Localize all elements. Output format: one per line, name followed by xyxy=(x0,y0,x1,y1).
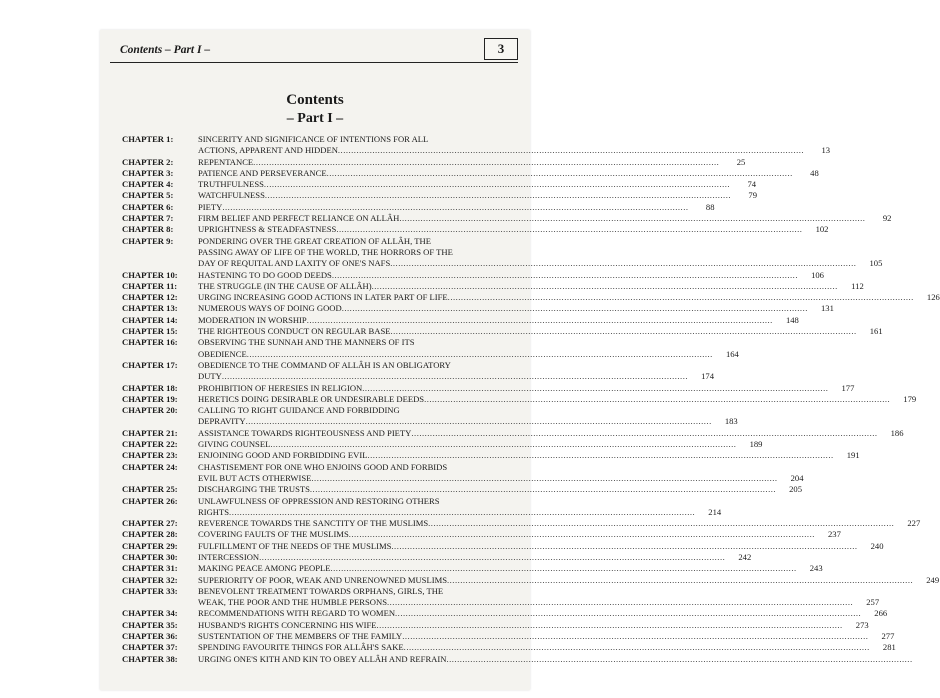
chapter-label: CHAPTER 12: xyxy=(122,292,178,303)
leader-dots xyxy=(259,552,725,563)
toc-entry xyxy=(122,179,757,190)
chapter-title-block xyxy=(198,157,745,168)
chapter-label: CHAPTER 36: xyxy=(122,631,178,642)
chapter-title-text: WATCHFULNESS xyxy=(198,190,265,201)
chapter-title-block xyxy=(198,484,802,495)
chapter-label: CHAPTER 21: xyxy=(122,427,178,438)
chapter-title-text: NUMEROUS WAYS OF DOING GOOD xyxy=(198,303,342,314)
leader-dots xyxy=(310,484,776,495)
chapter-title-text: PONDERING OVER THE GREAT CREATION OF ALLÂH, THE xyxy=(198,235,431,246)
chapter-page-number: 79 xyxy=(748,190,757,201)
leader-dots xyxy=(327,168,793,179)
toc-entry xyxy=(122,540,884,552)
chapter-title-text: FULFILLMENT OF THE NEEDS OF THE MUSLIMS xyxy=(198,540,392,551)
chapter-label: CHAPTER 38: xyxy=(122,653,178,664)
leader-dots xyxy=(349,529,815,540)
toc-entry xyxy=(122,563,823,574)
toc-entry xyxy=(122,619,869,631)
chapter-title-block xyxy=(198,224,828,235)
chapter-page-number: 177 xyxy=(841,382,855,393)
chapter-label: CHAPTER 18: xyxy=(122,382,178,393)
toc-entry xyxy=(122,337,739,360)
chapter-page-number: 183 xyxy=(724,416,738,427)
chapter-title-text: HASTENING TO DO GOOD DEEDS xyxy=(198,269,332,280)
chapter-title-text: DAY OF REQUITAL AND LAXITY OF ONE'S NAFS xyxy=(198,258,391,269)
leader-dots xyxy=(446,654,912,665)
leader-dots xyxy=(342,303,808,314)
toc-entry xyxy=(122,134,831,157)
chapter-page-number: 161 xyxy=(869,326,883,337)
chapter-title-block xyxy=(198,586,879,609)
toc-entry xyxy=(122,303,834,314)
chapter-title-text: MAKING PEACE AMONG PEOPLE xyxy=(198,563,331,574)
chapter-title-line xyxy=(198,496,721,507)
toc-entry xyxy=(122,201,715,213)
chapter-title-line xyxy=(198,563,823,574)
chapter-label: CHAPTER 29: xyxy=(122,540,178,551)
chapter-label: CHAPTER 28: xyxy=(122,529,178,540)
chapter-label: CHAPTER 13: xyxy=(122,303,178,314)
chapter-label: CHAPTER 30: xyxy=(122,551,178,562)
chapter-page-number: 266 xyxy=(874,608,888,619)
chapter-title-line xyxy=(198,383,854,394)
toc-entry xyxy=(122,269,824,281)
toc-entry xyxy=(122,314,799,326)
chapter-title-line xyxy=(198,484,802,495)
chapter-title-line xyxy=(198,292,940,303)
chapter-title-line xyxy=(198,631,894,642)
toc-entry xyxy=(122,439,763,450)
leader-dots xyxy=(311,473,777,484)
leader-dots xyxy=(222,202,688,213)
chapter-title-text: UPRIGHTNESS & STEADFASTNESS xyxy=(198,224,337,235)
chapter-title-text: EVIL BUT ACTS OTHERWISE xyxy=(198,472,312,483)
chapter-title-line xyxy=(198,608,887,619)
leader-dots xyxy=(253,157,719,168)
chapter-title-line xyxy=(198,303,834,314)
contents-subtitle: – Part I – xyxy=(286,111,344,126)
toc-entry xyxy=(122,518,921,529)
chapter-label: CHAPTER 7: xyxy=(122,213,174,224)
chapter-label: CHAPTER 37: xyxy=(122,642,178,653)
chapter-title-line xyxy=(198,281,864,292)
toc-entry xyxy=(122,359,714,383)
chapter-title-line xyxy=(198,428,904,439)
leader-dots xyxy=(222,371,688,382)
chapter-title-line xyxy=(198,157,745,168)
leader-dots xyxy=(447,575,913,586)
chapter-title-text: CALLING TO RIGHT GUIDANCE AND FORBIDDING xyxy=(198,405,400,416)
chapter-title-text: DEPRAVITY xyxy=(198,416,246,427)
toc-entry xyxy=(122,156,746,168)
toc-entry xyxy=(122,167,819,179)
chapter-title-line xyxy=(198,236,882,247)
chapter-title-text: REPENTANCE xyxy=(198,156,254,167)
chapter-title-text: UNLAWFULNESS OF OPPRESSION AND RESTORING OTHERS xyxy=(198,495,440,506)
chapter-page-number: 13 xyxy=(821,145,831,156)
chapter-title-text: CHASTISEMENT FOR ONE WHO ENJOINS GOOD AND FORBIDS xyxy=(198,461,448,472)
chapter-title-line xyxy=(198,213,891,224)
chapter-title-text: ENJOINING GOOD AND FORBIDDING EVIL xyxy=(198,450,368,461)
leader-dots xyxy=(390,258,856,269)
chapter-title-line xyxy=(198,360,714,371)
toc-entry xyxy=(122,631,895,642)
chapter-title-block xyxy=(198,303,834,314)
chapter-title-line xyxy=(198,575,939,586)
chapter-title-block xyxy=(198,168,819,179)
chapter-title-line xyxy=(198,473,804,484)
leader-dots xyxy=(448,292,914,303)
chapter-label: CHAPTER 5: xyxy=(122,190,174,201)
chapter-title-text: WEAK, THE POOR AND THE HUMBLE PERSONS xyxy=(198,597,387,608)
leader-dots xyxy=(336,224,802,235)
toc-entry xyxy=(122,654,504,665)
chapter-label: CHAPTER 20: xyxy=(122,405,178,416)
chapter-page-number: 179 xyxy=(903,393,917,404)
toc-entry xyxy=(122,190,757,201)
chapter-title-block xyxy=(198,439,762,450)
chapter-title-block xyxy=(198,552,751,563)
chapter-title-text: PROHIBITION OF HERESIES IN RELIGION xyxy=(198,382,363,393)
chapter-title-line xyxy=(198,654,939,665)
chapter-title-line xyxy=(198,270,824,281)
chapter-title-block xyxy=(198,270,824,281)
chapter-title-block xyxy=(198,179,756,190)
chapter-title-text: HUSBAND'S RIGHTS CONCERNING HIS WIFE xyxy=(198,619,377,630)
chapter-label: CHAPTER 8: xyxy=(122,224,174,235)
chapter-label: CHAPTER 10: xyxy=(122,269,178,280)
chapter-title-line xyxy=(198,462,804,473)
leader-dots xyxy=(264,179,730,190)
chapter-page-number: 189 xyxy=(749,439,763,450)
leader-dots xyxy=(332,270,798,281)
chapter-label: CHAPTER 14: xyxy=(122,314,178,325)
chapter-page-number: 48 xyxy=(810,167,819,178)
chapter-title-line xyxy=(198,168,819,179)
chapter-title-block xyxy=(198,654,939,665)
leader-dots xyxy=(362,383,828,394)
chapter-label: CHAPTER 19: xyxy=(122,393,178,404)
chapter-title-text: ACTIONS, APPARENT AND HIDDEN xyxy=(198,145,338,156)
chapter-title-line xyxy=(198,518,920,529)
leader-dots xyxy=(246,416,712,427)
chapter-label: CHAPTER 3: xyxy=(122,167,174,178)
chapter-title-block xyxy=(198,236,882,270)
chapter-label: CHAPTER 34: xyxy=(122,608,178,619)
leader-dots xyxy=(377,620,843,631)
chapter-title-block xyxy=(198,337,739,360)
chapter-label: CHAPTER 15: xyxy=(122,326,178,337)
toc-entry xyxy=(122,608,888,619)
chapter-title-line xyxy=(198,586,879,597)
leader-dots xyxy=(387,597,853,608)
chapter-title-line xyxy=(198,507,721,518)
chapter-page-number: 214 xyxy=(708,506,722,517)
toc-entry xyxy=(122,213,892,224)
toc-entry xyxy=(122,235,883,270)
chapter-title-text: RIGHTS xyxy=(198,506,230,517)
chapter-label: CHAPTER 4: xyxy=(122,179,174,190)
chapter-title-block xyxy=(198,394,916,405)
chapter-title-block xyxy=(198,292,940,303)
chapter-title-block xyxy=(198,202,714,213)
chapter-label: CHAPTER 35: xyxy=(122,619,178,630)
chapter-title-line xyxy=(198,541,884,552)
chapter-title-block xyxy=(198,496,721,519)
chapter-title-block xyxy=(198,134,830,157)
leader-dots xyxy=(372,281,838,292)
chapter-title-block xyxy=(198,642,896,653)
chapter-page-number: 112 xyxy=(851,280,864,291)
chapter-title-block xyxy=(198,281,864,292)
chapter-title-block xyxy=(198,450,860,461)
chapter-title-line xyxy=(198,315,799,326)
leader-dots xyxy=(391,326,857,337)
chapter-title-block xyxy=(198,541,884,552)
chapter-title-text: REVERENCE TOWARDS THE SANCTITY OF THE MUSLIMS xyxy=(198,518,429,529)
chapter-title-line xyxy=(198,405,738,416)
chapter-page-number: 148 xyxy=(785,314,799,325)
leader-dots xyxy=(424,394,890,405)
toc-entry xyxy=(122,495,722,519)
chapter-page-number: 237 xyxy=(827,529,841,540)
toc-entry xyxy=(122,461,804,485)
chapter-title-text: PATIENCE AND PERSEVERANCE xyxy=(198,167,327,178)
chapter-title-block xyxy=(198,529,841,540)
chapter-title-text: OBEDIENCE TO THE COMMAND OF ALLÂH IS AN OBLIGATORY xyxy=(198,359,451,370)
chapter-title-line xyxy=(198,247,882,258)
chapter-title-line xyxy=(198,416,738,427)
chapter-label: CHAPTER 31: xyxy=(122,563,178,574)
chapter-title-line xyxy=(198,620,869,631)
header-title: Contents – Part I – xyxy=(120,44,211,56)
chapter-label: CHAPTER 1: xyxy=(122,134,174,144)
chapter-title-text: TRUTHFULNESS xyxy=(198,179,264,190)
chapter-title-block xyxy=(198,575,939,586)
chapter-title-text: DUTY xyxy=(198,371,222,382)
chapter-page-number: 105 xyxy=(869,258,883,269)
book-page xyxy=(100,30,940,690)
running-header xyxy=(110,38,518,63)
chapter-page-number: 106 xyxy=(811,269,824,280)
chapter-title-text: INTERCESSION xyxy=(198,551,260,562)
chapter-page-number: 243 xyxy=(809,563,823,574)
leader-dots xyxy=(428,518,894,529)
toc-entry xyxy=(122,393,917,405)
chapter-title-line xyxy=(198,202,714,213)
leader-dots xyxy=(367,450,833,461)
chapter-label: CHAPTER 9: xyxy=(122,235,174,246)
leader-dots xyxy=(391,541,857,552)
chapter-title-text: RECOMMENDATIONS WITH REGARD TO WOMEN xyxy=(198,608,396,619)
chapter-title-text: HERETICS DOING DESIRABLE OR UNDESIRABLE DEEDS xyxy=(198,393,425,404)
chapter-title-block xyxy=(198,462,804,485)
chapter-title-text: SUPERIORITY OF POOR, WEAK AND UNRENOWNED MUSLIMS xyxy=(198,574,447,585)
chapter-page-number: 204 xyxy=(790,472,804,483)
toc-entry xyxy=(122,529,841,540)
chapter-page-number: 164 xyxy=(725,348,739,359)
chapter-page-number: 277 xyxy=(881,631,895,642)
leader-dots xyxy=(247,349,713,360)
chapter-page-number: 281 xyxy=(882,642,896,653)
chapter-label: CHAPTER 16: xyxy=(122,337,178,348)
chapter-title-block xyxy=(198,213,891,224)
leader-dots xyxy=(270,439,736,450)
toc-entry xyxy=(122,382,855,394)
toc-entry xyxy=(122,450,860,461)
chapter-title-text: THE RIGHTEOUS CONDUCT ON REGULAR BASE xyxy=(198,326,391,337)
chapter-label: CHAPTER 33: xyxy=(122,585,178,596)
chapter-label: CHAPTER 11: xyxy=(122,280,178,291)
chapter-label: CHAPTER 25: xyxy=(122,484,178,495)
chapter-label: CHAPTER 2: xyxy=(122,156,174,167)
toc-entry xyxy=(122,326,883,337)
chapter-title-line xyxy=(198,450,860,461)
chapter-title-line xyxy=(198,597,879,608)
chapter-title-line xyxy=(198,394,916,405)
chapter-page-number: 205 xyxy=(789,484,803,495)
toc-entry xyxy=(122,574,940,586)
chapter-page-number: 25 xyxy=(736,156,746,167)
chapter-title-line xyxy=(198,145,830,156)
chapter-title-block xyxy=(198,631,894,642)
chapter-title-text: URGING ONE'S KITH AND KIN TO OBEY ALLÂH AND REFRAIN xyxy=(198,653,447,664)
chapter-title-text: SUSTENTATION OF THE MEMBERS OF THE FAMILY xyxy=(198,631,403,642)
toc-entry xyxy=(122,585,880,609)
toc-entry xyxy=(122,280,864,292)
chapter-title-line xyxy=(198,190,757,201)
chapter-title-block xyxy=(198,428,904,439)
chapter-page-number: 186 xyxy=(890,427,904,438)
toc-entry xyxy=(122,405,738,428)
chapter-title-line xyxy=(198,134,830,145)
leader-dots xyxy=(411,428,877,439)
chapter-title-line xyxy=(198,552,751,563)
leader-dots xyxy=(399,213,865,224)
chapter-title-text: OBEDIENCE xyxy=(198,348,247,359)
page-number: 3 xyxy=(484,38,518,60)
chapter-page-number: 102 xyxy=(815,224,829,235)
chapter-title-line xyxy=(198,258,882,269)
chapter-label: CHAPTER 26: xyxy=(122,495,178,506)
chapter-title-block xyxy=(198,190,757,201)
chapter-title-block xyxy=(198,563,823,574)
chapter-title-line xyxy=(198,326,883,337)
table-of-contents xyxy=(122,134,940,665)
chapter-page-number: 126 xyxy=(926,292,940,303)
chapter-label: CHAPTER 24: xyxy=(122,461,178,472)
contents-title: Contents xyxy=(286,92,344,108)
chapter-title-text: GIVING COUNSEL xyxy=(198,439,271,450)
chapter-page-number: 88 xyxy=(705,201,715,212)
leader-dots xyxy=(229,507,695,518)
leader-dots xyxy=(307,315,773,326)
chapter-title-line xyxy=(198,337,739,348)
chapter-page-number: 240 xyxy=(870,540,884,551)
chapter-title-block xyxy=(198,326,883,337)
chapter-page-number: 257 xyxy=(866,597,880,608)
chapter-title-text: FIRM BELIEF AND PERFECT RELIANCE ON ALLÂH xyxy=(198,213,400,224)
chapter-label: CHAPTER 32: xyxy=(122,574,178,585)
toc-entry xyxy=(122,224,829,235)
chapter-label: CHAPTER 22: xyxy=(122,439,178,450)
chapter-label: CHAPTER 17: xyxy=(122,359,178,370)
chapter-title-block xyxy=(198,518,920,529)
chapter-page-number: 249 xyxy=(926,574,940,585)
chapter-page-number: 227 xyxy=(907,518,921,529)
chapter-page-number: 74 xyxy=(747,179,757,190)
chapter-title-line xyxy=(198,179,756,190)
chapter-label: CHAPTER 23: xyxy=(122,450,178,461)
leader-dots xyxy=(402,631,868,642)
chapter-title-line xyxy=(198,349,739,360)
chapter-title-block xyxy=(198,383,854,394)
chapter-title-text: PIETY xyxy=(198,201,223,212)
chapter-title-text: SINCERITY AND SIGNIFICANCE OF INTENTIONS FOR ALL xyxy=(198,134,429,144)
leader-dots xyxy=(404,642,870,653)
chapter-title-block xyxy=(198,405,738,428)
chapter-title-block xyxy=(198,360,714,383)
chapter-page-number: 242 xyxy=(738,551,752,562)
chapter-title-line xyxy=(198,371,714,382)
toc-entry xyxy=(122,484,803,495)
chapter-title-block xyxy=(198,620,869,631)
chapter-title-text: SPENDING FAVOURITE THINGS FOR ALLÂH'S SAKE xyxy=(198,642,404,653)
chapter-label: CHAPTER 27: xyxy=(122,518,178,529)
chapter-label: CHAPTER 6: xyxy=(122,201,174,212)
chapter-page-number: 191 xyxy=(846,450,860,461)
chapter-page-number: 273 xyxy=(855,619,869,630)
chapter-title-line xyxy=(198,224,828,235)
chapter-page-number: 92 xyxy=(882,213,892,224)
chapter-title-text: OBSERVING THE SUNNAH AND THE MANNERS OF ITS xyxy=(198,337,415,348)
chapter-title-block xyxy=(198,315,799,326)
toc-entry xyxy=(122,427,904,439)
toc-entry xyxy=(122,642,896,653)
chapter-title-text: THE STRUGGLE (IN THE CAUSE OF ALLÂH) xyxy=(198,280,372,291)
toc-entry xyxy=(122,551,752,563)
toc-entry xyxy=(122,292,940,303)
chapter-title-text: COVERING FAULTS OF THE MUSLIMS xyxy=(198,529,349,540)
leader-dots xyxy=(331,563,797,574)
chapter-title-line xyxy=(198,529,841,540)
chapter-title-text: DISCHARGING THE TRUSTS xyxy=(198,484,310,495)
leader-dots xyxy=(395,608,861,619)
chapter-title-line xyxy=(198,439,762,450)
chapter-title-block xyxy=(198,608,887,619)
chapter-page-number: 131 xyxy=(820,303,834,314)
chapter-title-text: BENEVOLENT TREATMENT TOWARDS ORPHANS, GIRLS, THE xyxy=(198,585,444,596)
leader-dots xyxy=(265,190,731,201)
chapter-title-line xyxy=(198,642,896,653)
chapter-title-text: ASSISTANCE TOWARDS RIGHTEOUSNESS AND PIETY xyxy=(198,427,412,438)
chapter-page-number: 174 xyxy=(701,371,714,382)
chapter-title-text: URGING INCREASING GOOD ACTIONS IN LATER PART OF LIFE xyxy=(198,292,448,303)
chapter-title-text: MODERATION IN WORSHIP xyxy=(198,314,307,325)
leader-dots xyxy=(338,145,804,156)
chapter-title-text: PASSING AWAY OF LIFE OF THE WORLD, THE HORRORS OF THE xyxy=(198,246,453,257)
